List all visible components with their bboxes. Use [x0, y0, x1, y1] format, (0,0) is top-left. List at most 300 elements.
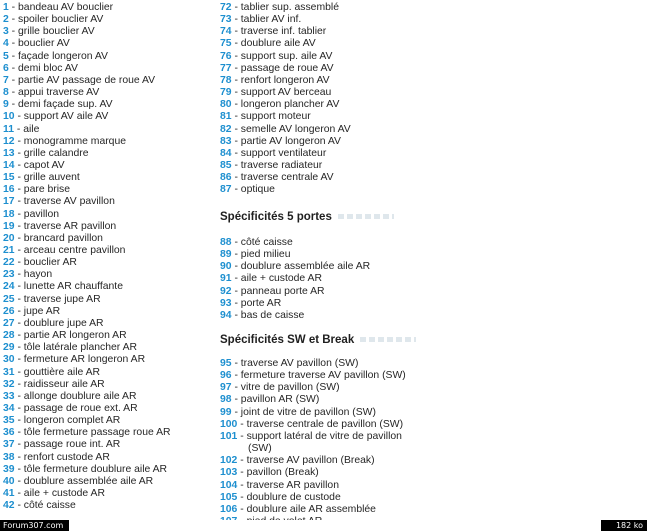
part-label: renfort longeron AV — [240, 74, 330, 86]
separator: - — [231, 74, 241, 86]
separator: - — [14, 220, 24, 232]
part-label: monogramme marque — [23, 135, 127, 147]
part-entry — [220, 51, 332, 63]
separator: - — [14, 232, 24, 244]
part-entry — [220, 394, 319, 406]
part-label: fermeture AR longeron AR — [23, 354, 146, 366]
separator: - — [231, 87, 241, 99]
separator: - — [14, 342, 24, 354]
part-entry — [3, 488, 105, 500]
section-rule — [338, 214, 394, 219]
part-number: 72 — [220, 2, 232, 13]
separator: - — [237, 418, 247, 430]
part-entry — [220, 443, 272, 455]
separator: - — [14, 488, 24, 499]
part-number: 85 — [220, 159, 232, 171]
part-number: 5 — [3, 50, 9, 62]
part-label: tablier sup. assemblé — [240, 2, 339, 13]
separator: - — [8, 74, 19, 86]
separator: - — [14, 475, 24, 487]
part-label: traverse AR pavillon — [246, 479, 339, 491]
part-label: bandeau AV bouclier — [18, 2, 114, 13]
part-number: 2 — [3, 14, 9, 26]
part-entry — [3, 172, 80, 184]
part-number: 76 — [220, 50, 232, 62]
part-label: brancard pavillon — [23, 232, 103, 244]
part-number: 89 — [220, 249, 232, 261]
separator: - — [231, 147, 241, 159]
part-number: 11 — [3, 123, 14, 135]
part-number: 6 — [3, 62, 9, 74]
part-label: panneau porte AR — [240, 285, 325, 297]
part-number: 19 — [3, 220, 15, 232]
part-entry — [220, 467, 319, 479]
part-label: partie AR longeron AR — [23, 330, 127, 342]
part-label: grille auvent — [23, 172, 80, 184]
part-number: 95 — [220, 358, 232, 369]
part-number: 103 — [220, 467, 238, 479]
part-entry — [3, 209, 59, 221]
separator: - — [14, 281, 24, 293]
part-number: 21 — [3, 245, 15, 256]
separator: - — [14, 402, 24, 414]
separator: - — [231, 2, 241, 13]
part-label: traverse AV pavillon (SW) — [240, 358, 359, 369]
part-number: 28 — [3, 330, 15, 342]
part-number: 87 — [220, 184, 232, 196]
part-label: aile + custode AR — [23, 488, 105, 499]
part-entry — [3, 306, 60, 318]
part-entry — [3, 452, 110, 464]
separator: - — [14, 159, 24, 171]
part-number: 74 — [220, 26, 232, 38]
separator: - — [14, 330, 24, 342]
part-label: hayon — [23, 269, 53, 281]
separator: - — [14, 147, 24, 159]
part-label: traverse radiateur — [240, 159, 323, 171]
part-number: 98 — [220, 394, 232, 406]
part-label: pavillon AR (SW) — [240, 394, 320, 406]
separator: - — [231, 172, 241, 184]
part-label: vitre de pavillon (SW) — [240, 382, 340, 394]
separator: - — [14, 208, 24, 220]
separator: - — [13, 123, 24, 135]
part-entry — [220, 75, 330, 87]
part-number: 97 — [220, 382, 232, 394]
part-number: 77 — [220, 62, 232, 74]
separator: - — [231, 309, 241, 321]
part-number: 27 — [3, 317, 15, 329]
part-label: demi bloc AV — [18, 62, 78, 74]
separator: - — [231, 285, 241, 297]
part-entry — [3, 38, 70, 50]
part-entry — [3, 415, 120, 427]
part-label: traverse inf. tablier — [240, 26, 327, 38]
part-label: capot AV — [23, 159, 65, 171]
part-entry — [220, 382, 340, 394]
separator: - — [231, 237, 241, 248]
separator: - — [14, 257, 24, 269]
part-entry — [3, 294, 101, 306]
part-number: 83 — [220, 135, 232, 147]
part-entry — [220, 492, 341, 504]
part-number: 106 — [220, 503, 238, 515]
part-entry — [3, 318, 104, 330]
part-label: tablier AV inf. — [240, 14, 302, 26]
part-entry — [220, 26, 326, 38]
part-entry — [220, 407, 376, 419]
part-entry — [3, 87, 99, 99]
separator: - — [231, 382, 241, 394]
part-label: doublure de custode — [246, 491, 341, 503]
part-number: 10 — [3, 111, 15, 123]
part-entry — [220, 431, 402, 443]
separator: - — [14, 378, 24, 390]
part-number: 100 — [220, 418, 238, 430]
part-number: 78 — [220, 74, 232, 86]
part-entry — [220, 184, 275, 196]
file-size-badge: 182 ko — [601, 520, 647, 531]
part-entry — [3, 354, 145, 366]
part-label: bouclier AR — [23, 257, 77, 269]
part-label: doublure aile AR assemblée — [246, 503, 376, 515]
separator: - — [231, 184, 241, 196]
part-entry — [3, 269, 52, 281]
part-number: 36 — [3, 427, 15, 439]
part-number: 80 — [220, 99, 232, 111]
part-entry — [3, 196, 115, 208]
part-number: 20 — [3, 232, 15, 244]
part-number: 101 — [220, 430, 238, 442]
separator: - — [237, 455, 247, 467]
separator: - — [231, 123, 241, 135]
part-number: 41 — [3, 488, 15, 499]
part-number: 91 — [220, 273, 232, 285]
part-label: traverse jupe AR — [23, 293, 101, 305]
separator: - — [14, 500, 24, 512]
part-number: 38 — [3, 451, 15, 463]
part-label: semelle AV longeron AV — [240, 123, 351, 135]
part-label: joint de vitre de pavillon (SW) — [240, 406, 376, 418]
separator: - — [8, 99, 19, 111]
part-entry — [220, 124, 351, 136]
part-number: 25 — [3, 293, 15, 305]
part-number: 37 — [3, 439, 15, 451]
part-label: spoiler bouclier AV — [18, 14, 104, 26]
separator: - — [14, 196, 24, 208]
part-entry — [220, 504, 376, 516]
part-number: 96 — [220, 370, 232, 382]
part-number: 30 — [3, 354, 15, 366]
part-entry — [220, 249, 290, 261]
separator: - — [14, 172, 24, 184]
part-label: support AV berceau — [240, 87, 332, 99]
part-entry — [220, 310, 304, 322]
separator: - — [231, 406, 241, 418]
separator: - — [8, 14, 19, 26]
separator: - — [231, 26, 241, 38]
part-entry — [220, 38, 316, 50]
part-label: partie AV passage de roue AV — [18, 74, 156, 86]
part-entry — [220, 14, 301, 26]
part-entry — [3, 500, 76, 512]
part-label: (SW) — [248, 443, 272, 455]
part-entry — [3, 184, 70, 196]
part-entry — [3, 245, 125, 257]
separator: - — [231, 111, 241, 123]
part-number: 35 — [3, 415, 15, 427]
part-label: passage roue int. AR — [23, 439, 121, 451]
separator: - — [231, 14, 241, 26]
separator: - — [237, 430, 247, 442]
part-label: bouclier AV — [18, 38, 70, 50]
part-entry — [3, 257, 77, 269]
separator: - — [14, 354, 24, 366]
part-entry — [220, 261, 370, 273]
part-label: longeron plancher AV — [240, 99, 340, 111]
separator: - — [231, 370, 241, 382]
separator: - — [237, 503, 247, 515]
part-number: 12 — [3, 135, 15, 147]
part-label: passage de roue ext. AR — [23, 402, 138, 414]
part-entry — [220, 111, 311, 123]
part-entry — [3, 99, 113, 111]
part-number: 86 — [220, 172, 232, 184]
part-number: 7 — [3, 74, 9, 86]
part-entry — [3, 221, 116, 233]
part-entry — [3, 148, 89, 160]
part-label: demi façade sup. AV — [18, 99, 113, 111]
part-entry — [3, 2, 113, 14]
part-label: gouttière aile AR — [23, 366, 101, 378]
separator: - — [237, 491, 247, 503]
part-number: 31 — [3, 366, 15, 378]
separator: - — [14, 427, 24, 439]
part-entry — [3, 330, 127, 342]
separator: - — [14, 451, 24, 463]
separator: - — [8, 87, 19, 99]
part-entry — [220, 419, 403, 431]
part-entry — [220, 136, 341, 148]
part-number: 40 — [3, 475, 15, 487]
separator: - — [231, 99, 241, 111]
part-label: doublure aile AV — [240, 38, 316, 50]
separator: - — [8, 38, 19, 50]
separator: - — [237, 479, 247, 491]
part-entry — [220, 2, 339, 14]
part-label: traverse centrale AV — [240, 172, 334, 184]
part-entry — [220, 99, 339, 111]
part-entry — [220, 160, 322, 172]
part-number: 94 — [220, 309, 232, 321]
part-label: partie AV longeron AV — [240, 135, 341, 147]
part-number: 39 — [3, 463, 15, 475]
part-label: lunette AR chauffante — [23, 281, 123, 293]
part-number: 34 — [3, 402, 15, 414]
separator: - — [231, 135, 241, 147]
part-entry — [3, 439, 120, 451]
separator: - — [8, 2, 19, 13]
part-number: 33 — [3, 390, 15, 402]
separator: - — [14, 463, 24, 475]
part-entry — [3, 367, 100, 379]
part-label: longeron complet AR — [23, 415, 121, 427]
part-number: 9 — [3, 99, 9, 111]
part-number: 92 — [220, 285, 232, 297]
footer-bar — [0, 520, 650, 531]
separator: - — [231, 261, 241, 273]
part-number: 104 — [220, 479, 238, 491]
separator: - — [14, 245, 24, 256]
part-entry — [3, 233, 103, 245]
part-label: renfort custode AR — [23, 451, 110, 463]
part-number: 29 — [3, 342, 15, 354]
part-number: 102 — [220, 455, 238, 467]
part-label: doublure assemblée aile AR — [23, 475, 154, 487]
separator: - — [14, 135, 24, 147]
part-label: traverse AV pavillon — [23, 196, 115, 208]
part-number: 99 — [220, 406, 232, 418]
part-label: pavillon (Break) — [246, 467, 319, 479]
part-number: 1 — [3, 2, 9, 13]
part-label: jupe AR — [23, 305, 61, 317]
part-number: 82 — [220, 123, 232, 135]
separator: - — [14, 317, 24, 329]
separator: - — [14, 269, 24, 281]
part-label: pied milieu — [240, 249, 291, 261]
part-entry — [3, 342, 137, 354]
separator: - — [231, 50, 241, 62]
part-number: 22 — [3, 257, 15, 269]
part-label: aile + custode AR — [240, 273, 322, 285]
part-entry — [3, 476, 153, 488]
part-entry — [3, 464, 167, 476]
part-number: 88 — [220, 237, 232, 248]
part-entry — [220, 455, 375, 467]
part-entry — [3, 136, 126, 148]
part-label: arceau centre pavillon — [23, 245, 126, 256]
separator: - — [14, 111, 24, 123]
part-number: 84 — [220, 147, 232, 159]
separator: - — [14, 293, 24, 305]
part-label: appui traverse AV — [18, 87, 100, 99]
part-entry — [3, 160, 65, 172]
separator: - — [231, 62, 241, 74]
part-label: traverse AR pavillon — [23, 220, 117, 232]
part-number: 18 — [3, 208, 15, 220]
part-entry — [220, 63, 334, 75]
separator: - — [14, 366, 24, 378]
separator: - — [231, 159, 241, 171]
part-number: 93 — [220, 297, 232, 309]
part-number: 24 — [3, 281, 15, 293]
part-entry — [3, 379, 105, 391]
separator: - — [231, 38, 241, 50]
part-label: raidisseur aile AR — [23, 378, 105, 390]
part-number: 15 — [3, 172, 15, 184]
part-label: doublure assemblée aile AR — [240, 261, 371, 273]
part-number: 26 — [3, 305, 15, 317]
separator: - — [14, 184, 24, 196]
separator: - — [231, 297, 241, 309]
part-label: porte AR — [240, 297, 282, 309]
part-label: grille calandre — [23, 147, 89, 159]
part-entry — [220, 273, 322, 285]
section-rule — [360, 337, 416, 342]
part-label: traverse centrale de pavillon (SW) — [246, 418, 404, 430]
part-label: côté caisse — [240, 237, 293, 248]
part-entry — [220, 480, 339, 492]
part-label: traverse AV pavillon (Break) — [246, 455, 375, 467]
separator: - — [8, 50, 19, 62]
section-title: Spécificités 5 portes — [220, 211, 332, 223]
part-label: doublure jupe AR — [23, 317, 104, 329]
part-entry — [220, 370, 406, 382]
part-entry — [3, 281, 123, 293]
part-number: 81 — [220, 111, 232, 123]
section-heading — [220, 334, 416, 346]
part-label: pavillon — [23, 208, 60, 220]
part-entry — [220, 172, 334, 184]
separator: - — [231, 358, 241, 369]
part-label: tôle fermeture passage roue AR — [23, 427, 171, 439]
part-entry — [3, 403, 138, 415]
part-number: 32 — [3, 378, 15, 390]
separator: - — [237, 467, 247, 479]
part-label: optique — [240, 184, 275, 196]
part-number: 23 — [3, 269, 15, 281]
part-entry — [220, 358, 358, 370]
part-entry — [220, 298, 281, 310]
separator: - — [14, 390, 24, 402]
part-number: 90 — [220, 261, 232, 273]
part-label: pare brise — [23, 184, 71, 196]
part-label: support latéral de vitre de pavillon — [246, 430, 402, 442]
part-number: 79 — [220, 87, 232, 99]
separator: - — [231, 394, 241, 406]
section-title: Spécificités SW et Break — [220, 334, 355, 346]
part-entry — [220, 87, 331, 99]
part-number: 73 — [220, 14, 232, 26]
part-number: 105 — [220, 491, 238, 503]
part-label: façade longeron AV — [18, 50, 108, 62]
part-entry — [3, 391, 136, 403]
part-entry — [3, 124, 39, 136]
part-number: 4 — [3, 38, 9, 50]
part-entry — [220, 286, 325, 298]
part-label: passage de roue AV — [240, 62, 334, 74]
part-entry — [3, 26, 95, 38]
separator: - — [8, 26, 19, 38]
part-number: 13 — [3, 147, 15, 159]
separator: - — [14, 439, 24, 451]
part-number: 17 — [3, 196, 15, 208]
part-label: tôle fermeture doublure aile AR — [23, 463, 168, 475]
watermark: Forum307.com — [0, 520, 69, 531]
part-entry — [3, 63, 78, 75]
separator: - — [14, 415, 24, 427]
part-entry — [3, 51, 108, 63]
part-number: 14 — [3, 159, 15, 171]
part-entry — [3, 111, 108, 123]
part-number: 42 — [3, 500, 15, 512]
separator: - — [8, 62, 19, 74]
part-entry — [3, 75, 155, 87]
separator: - — [14, 305, 24, 317]
part-entry — [220, 148, 326, 160]
part-label: tôle latérale plancher AR — [23, 342, 138, 354]
part-entry — [220, 237, 293, 249]
